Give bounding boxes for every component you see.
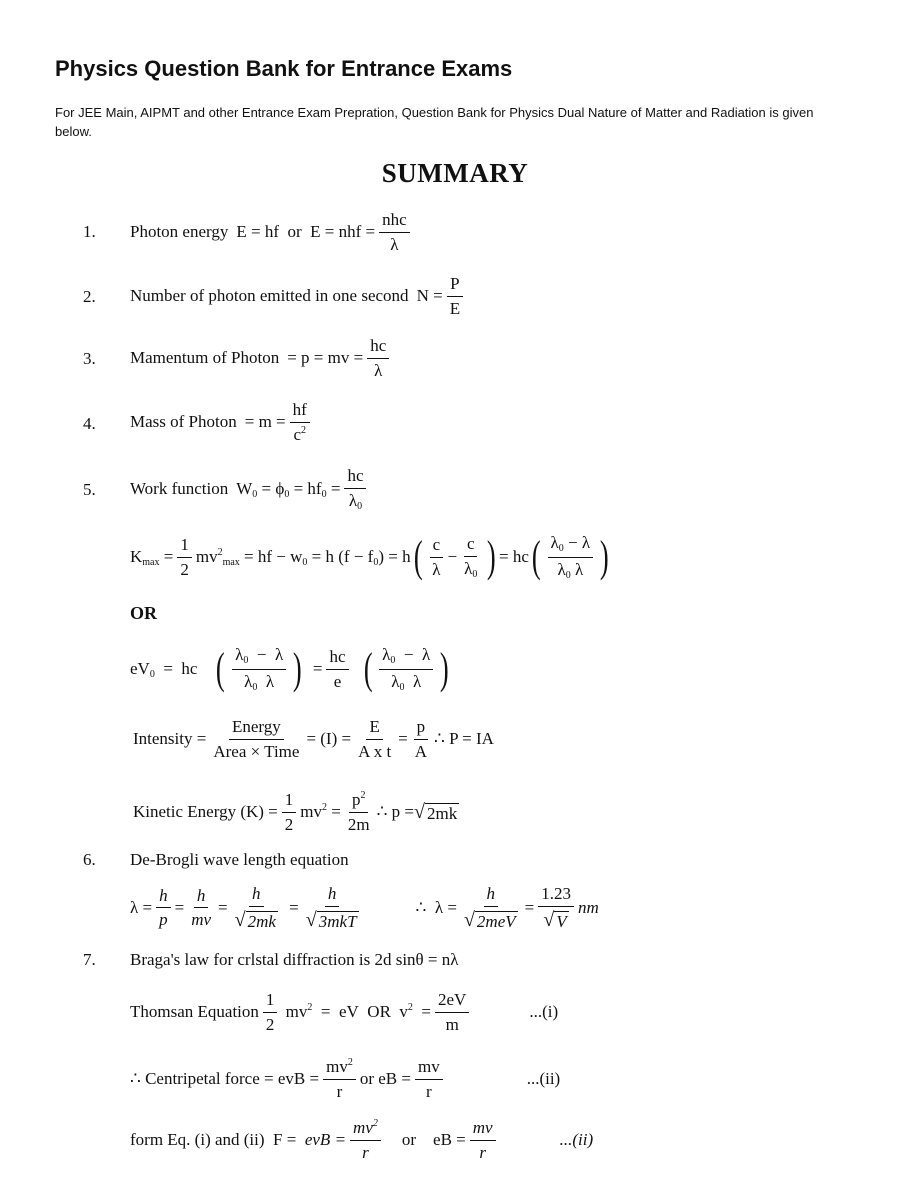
frac-nhc-lambda: $\frac{\text{nhc}}{\lambda}$ <box>379 210 410 254</box>
eq-ref-ii: ...(ii) <box>526 1069 561 1089</box>
summary-heading: SUMMARY <box>381 158 529 188</box>
formula-de-broglie: λ = $\frac{h}{p}$ = $\frac{h}{mv}$ = h √ 2mk = h √ 3mkT ∴ λ = h √ 2meV = 1.23 √ V nm <box>130 884 599 931</box>
item-number-2: 2. <box>83 287 96 306</box>
formula-intensity: Intensity = $\frac{\text{Energy}}{\text{Area × Time}}$ = (I) = $\frac{E}{\text{A x t}}$ = $\frac{p}{A}$ ∴ P = IA <box>133 717 494 761</box>
label-centripetal: Centripetal force <box>145 1069 260 1089</box>
item-number-6: 6. <box>83 850 96 869</box>
or-label: OR <box>130 603 157 623</box>
eq-photon-energy: E = hf or E = nhf = <box>236 222 376 242</box>
label-mass: Mass of Photon <box>130 412 237 432</box>
item-number-1: 1. <box>83 222 96 241</box>
label-intensity: Intensity <box>133 729 193 749</box>
item-number-4: 4. <box>83 414 96 433</box>
frac-hc-lambda0: $\frac{hc}{\lambda_0}$ <box>344 466 366 512</box>
eq-mass: = m = <box>244 412 286 432</box>
label-thomsan: Thomsan Equation <box>130 1002 259 1022</box>
eq-ref-ii-b: ...(ii) <box>559 1130 594 1150</box>
formula-photon-number <box>130 274 467 318</box>
eq-momentum: = p = mv = <box>287 348 364 368</box>
formula-kmax: $K_{max}$ = $\frac{1}{2}$ $mv^2_{max}$ = hf − $w_0 = h$ $(f - f_0) = h$ ( $\frac{c}{\lambda}$ − $\frac{c}{\lambda_0}$ ) = hc ( $\frac{\lambda_0 - \lambda}{\lambda_0 \lambda}$ ) <box>130 532 609 581</box>
formula-photon-energy <box>130 210 414 254</box>
formula-centripetal: ∴ Centripetal force = evB = $\frac{mv^2}{r}$ or eB = $\frac{mv}{r}$ ...(ii) <box>130 1057 561 1101</box>
item-number-5: 5. <box>83 480 96 499</box>
frac-p-e: $\frac{P}{E}$ <box>447 274 463 318</box>
intro-paragraph: For JEE Main, AIPMT and other Entrance Exam Prepration, Question Bank for Physics Dual Nature of Matter and Radiation is given below. <box>55 105 814 139</box>
formula-form-eq: form Eq. (i) and (ii) F = evB = $\frac{mv^2}{r}$ or eB = $\frac{mv}{r}$ ...(ii) <box>130 1118 594 1162</box>
formula-ev0: $eV_0$ = hc ( $\frac{\lambda_0 - \lambda}{\lambda_0 \lambda}$ ) = $\frac{hc}{e}$ ( $\frac{\lambda_0 - \lambda}{\lambda_0 \lambda}$ ) <box>130 644 449 693</box>
label-form-eq: form Eq. (i) and (ii) <box>130 1130 265 1150</box>
label-photon-number: Number of photon emitted in one second <box>130 286 409 306</box>
frac-hc-lambda: $\frac{hc}{\lambda}$ <box>367 336 389 380</box>
page-title: Physics Question Bank for Entrance Exams <box>55 56 513 81</box>
formula-momentum <box>130 336 393 380</box>
label-work-function: Work function <box>130 479 229 499</box>
formula-mass <box>130 400 314 444</box>
item-number-7: 7. <box>83 950 96 969</box>
formula-thomsan: Thomsan Equation $\frac{1}{2}$ $mv^2$ = eV OR $v^2$ = $\frac{2eV}{m}$ ...(i) <box>130 990 559 1034</box>
formula-kinetic-energy: Kinetic Energy (K) = $\frac{1}{2}$ $mv^2$ = $\frac{p^2}{2m}$ ∴ p = √ 2mk <box>133 790 458 834</box>
eq-photon-number: N = <box>416 286 443 306</box>
label-bragg: Braga's law for crlstal diffraction is 2d sinθ = nλ <box>130 950 459 969</box>
eq-ref-i: ...(i) <box>529 1002 559 1022</box>
eq-work-function: $W_0 = \phi_0 = hf_0$ = <box>236 478 341 500</box>
frac-hf-c2: $\frac{hf}{c^2}$ <box>290 400 310 444</box>
label-de-broglie: De-Brogli wave length equation <box>130 850 349 869</box>
label-photon-energy: Photon energy <box>130 222 229 242</box>
item-number-3: 3. <box>83 349 96 368</box>
label-momentum: Mamentum of Photon <box>130 348 280 368</box>
formula-work-function <box>130 466 370 512</box>
label-kinetic-energy: Kinetic Energy <box>133 802 237 822</box>
